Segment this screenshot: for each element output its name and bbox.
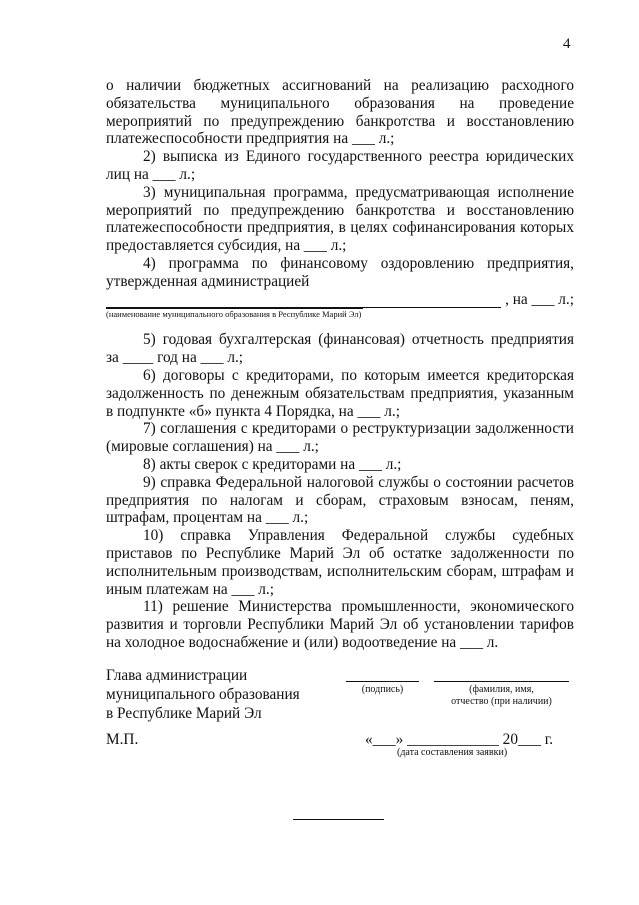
signatory-line-3: в Республике Марий Эл	[106, 705, 262, 722]
name-caption-1: (фамилия, имя,	[469, 684, 534, 695]
signature-field	[346, 681, 419, 696]
admin-name-line	[106, 293, 501, 308]
name-caption-2: отчество (при наличии)	[451, 696, 552, 707]
footer-divider	[293, 819, 384, 820]
date-caption: (дата составления заявки)	[397, 747, 508, 758]
paragraph-7: 7) соглашения с кредиторами о реструктуризации задолженности (мировые соглашения) на ___ л.;	[106, 420, 574, 456]
paragraph-4-tail: , на ___ л.;	[505, 290, 574, 308]
signatory-title	[106, 666, 300, 723]
paragraph-6: 6) договоры с кредиторами, по которым имеется кредиторская задолженность по денежным обязательствам предприятия, указанным в подпункте «б» пункта 4 Порядка, на ___ л.;	[106, 366, 574, 420]
signatory-line-2: муниципального образования	[106, 686, 300, 703]
paragraph-2: 2) выписка из Единого государственного реестра юридических лиц на ___ л.;	[106, 148, 574, 183]
page-number: 4	[563, 36, 571, 52]
signature-caption: (подпись)	[361, 684, 404, 695]
admin-name-caption: (наименование муниципального образования в Республике Марий Эл)	[106, 309, 362, 320]
paragraph-8: 8) акты сверок с кредиторами на ___ л.;	[143, 455, 402, 473]
paragraph-10: 10) справка Управления Федеральной службы судебных приставов по Республике Марий Эл об остатке задолженности по исполнительным производствам, исполнительским сборам, штрафам и иным платежам на ___ л.;	[106, 527, 574, 598]
paragraph-9: 9) справка Федеральной налоговой службы о состоянии расчетов предприятия по налогам и сборам, страховым взносам, пеням, штрафам, процентам на ___ л.;	[106, 473, 574, 527]
name-field	[434, 681, 569, 708]
paragraph-intro: о наличии бюджетных ассигнований на реализацию расходного обязательства муниципального образования на проведение мероприятий по предупреждению банкротства и восстановлению платежеспособности предприятия на ___ л.;	[106, 77, 574, 148]
stamp-place: М.П.	[106, 731, 139, 748]
date-line: «___» ____________ 20___ г.	[365, 731, 554, 748]
paragraph-4: 4) программа по финансовому оздоровлению предприятия, утвержденная администрацией	[106, 254, 574, 290]
document-body	[106, 77, 574, 652]
paragraph-3: 3) муниципальная программа, предусматривающая исполнение мероприятий по предупреждению банкротства и восстановлению платежеспособности предприятия, в целях софинансирования которых предоставляется субсидия, на ___ л.;	[106, 183, 574, 255]
admin-name-caption-row	[106, 308, 574, 319]
paragraph-5: 5) годовая бухгалтерская (финансовая) отчетность предприятия за ____ год на ___ л.;	[106, 331, 574, 367]
spacer	[106, 319, 574, 331]
admin-name-row	[106, 291, 574, 309]
paragraph-11: 11) решение Министерства промышленности, экономического развития и торговли Республики Марий Эл об установлении тарифов на холодное водоснабжение и (или) водоотведение на ___ л.	[106, 598, 574, 651]
signatory-line-1: Глава администрации	[106, 667, 248, 684]
